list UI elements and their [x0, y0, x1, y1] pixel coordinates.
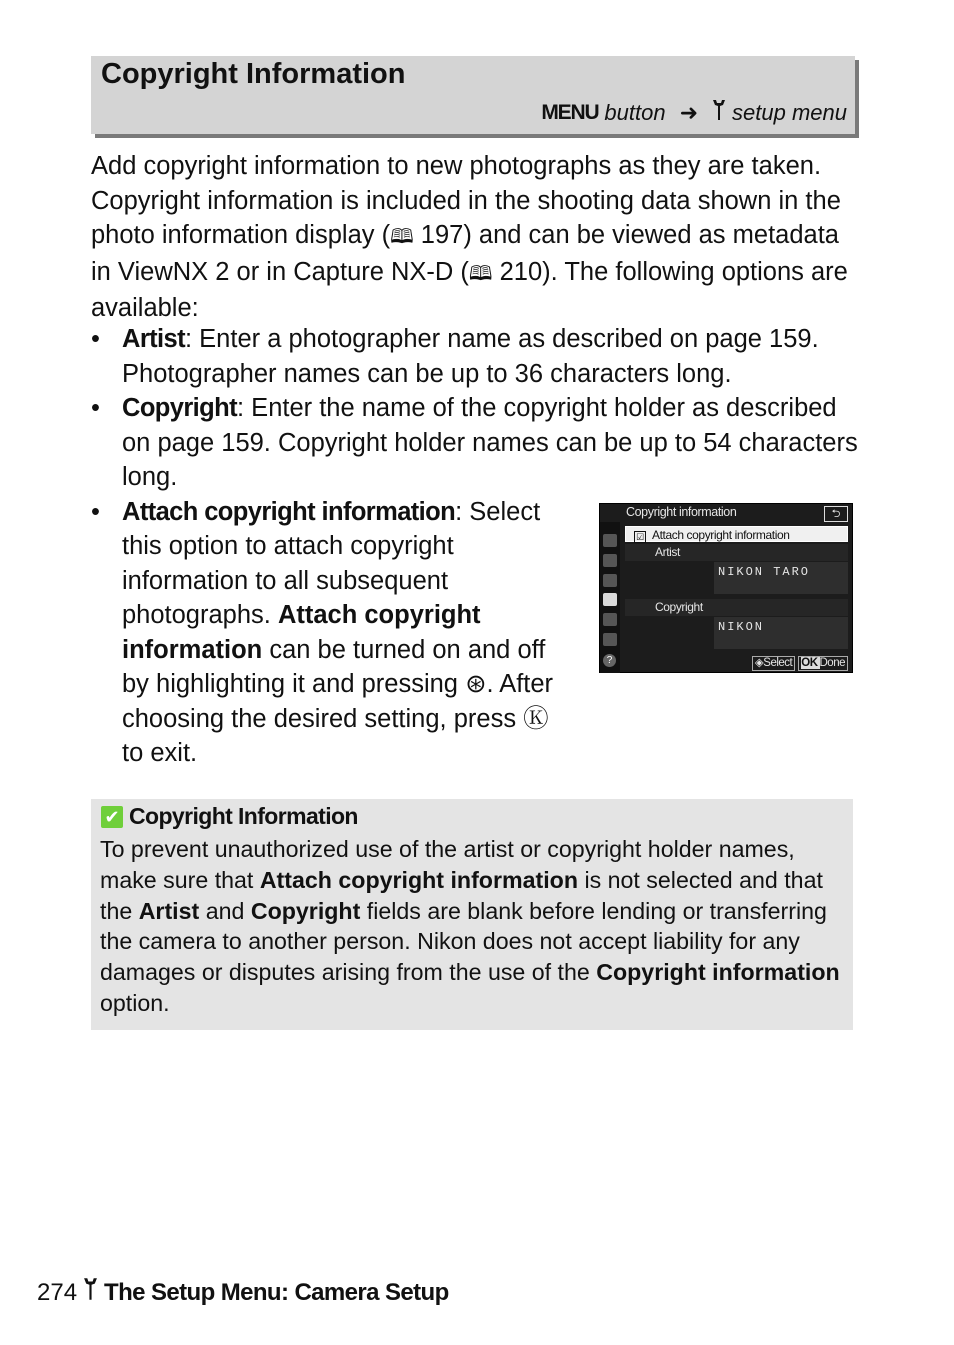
note-t4: fields are blank before lending or transferring the camera to another person. Nikon does not accept liability for any damages or disputes arising from the use of the [100, 897, 827, 986]
done-hint [798, 656, 848, 671]
setup-tab-icon [603, 593, 617, 606]
check-icon: ✔ [101, 806, 123, 828]
attach-row[interactable] [625, 526, 848, 542]
checkbox-icon: ☑ [634, 531, 646, 543]
intro-text-2: ) and can be viewed as metadata in ViewNX 2 or in Capture NX-D ( [91, 221, 839, 286]
artist-field[interactable]: NIKON TARO [714, 562, 848, 594]
attach-desc-c: can be turned on and off by highlighting it and pressing [122, 635, 546, 698]
menu-tabs [600, 522, 620, 673]
wrench-icon [712, 99, 726, 127]
book-icon: 🕮 [468, 262, 493, 285]
intro-text-1: Add copyright information to new photographs as they are taken. Copyright information is included in the shooting data shown in the photo information display ( [91, 152, 841, 249]
attach-desc-bold: Attach copyright information [122, 601, 481, 664]
page-footer [37, 1277, 449, 1308]
camera-screen [599, 503, 853, 673]
page-number: 274 [37, 1278, 78, 1306]
artist-row[interactable]: Artist [625, 544, 848, 561]
note-text [100, 834, 845, 1019]
done-label: Done [819, 657, 845, 669]
select-hint [752, 656, 795, 671]
note-t3: and [199, 897, 251, 924]
multi-selector-icon: ⊛ [465, 670, 487, 698]
attach-desc-a: : Select this option to attach copyright information to all subsequent photographs. [122, 497, 541, 629]
setup-menu-text: setup menu [732, 100, 847, 125]
note-b3: Copyright [250, 897, 361, 924]
note-box [91, 799, 853, 1030]
note-t5: option. [100, 989, 170, 1016]
arrow-icon: ➜ [679, 100, 699, 125]
select-label: Select [763, 657, 793, 669]
term-copyright: Copyright [122, 394, 238, 422]
attach-desc-d: . After choosing the desired setting, press [122, 670, 554, 733]
attach-row-label: Attach copyright information [652, 528, 790, 542]
list-item-artist [91, 322, 861, 391]
copyright-description: : Enter the name of the copyright holder as described on page 159. Copyright holder names can be up to 54 characters long. [122, 394, 858, 491]
term-artist: Artist [122, 325, 185, 353]
back-icon: ⮌ [824, 506, 848, 522]
section-header [91, 56, 855, 134]
attach-desc-e: to exit. [122, 739, 198, 767]
help-icon: ? [603, 654, 616, 667]
note-b2: Artist [138, 897, 200, 924]
page-ref-210[interactable]: 210 [499, 257, 543, 286]
retouch-tab-icon [603, 613, 617, 626]
book-icon: 🕮 [390, 226, 414, 248]
note-b1: Attach copyright information [259, 866, 578, 893]
intro-paragraph [91, 149, 851, 326]
mymenu-tab-icon [603, 633, 617, 646]
camera-menu-title: Copyright information [626, 505, 737, 519]
playback-tab-icon [603, 534, 617, 547]
menu-path [541, 99, 847, 127]
list-item-attach [91, 495, 577, 771]
page-title: Copyright Information [101, 58, 406, 90]
wrench-icon [83, 1277, 98, 1308]
note-header [101, 803, 358, 830]
select-glyph: ◈ [754, 657, 764, 669]
pencil-tab-icon [603, 574, 617, 587]
ok-button-icon: Ⓚ [523, 704, 549, 733]
artist-description: : Enter a photographer name as described on page 159. Photographer names can be up to 36 characters long. [122, 325, 819, 388]
page-ref-197[interactable]: 197 [420, 221, 464, 249]
term-attach: Attach copyright information [122, 497, 456, 526]
note-b4: Copyright information [596, 959, 840, 986]
list-item-copyright [91, 391, 861, 495]
note-t2: is not selected and that the [100, 866, 823, 924]
menu-button-label: MENU [541, 101, 599, 124]
intro-text-3: ). The following options are available: [91, 257, 848, 322]
copyright-row[interactable]: Copyright [625, 599, 848, 616]
section-title: The Setup Menu: Camera Setup [104, 1278, 449, 1306]
camera-footer [752, 656, 848, 671]
note-title: Copyright Information [129, 803, 358, 829]
copyright-field[interactable]: NIKON [714, 617, 848, 649]
note-t1: To prevent unauthorized use of the artist or copyright holder names, make sure that [100, 836, 795, 893]
ok-glyph: OK [801, 657, 818, 669]
camera-tab-icon [603, 554, 617, 567]
menu-button-text: button [604, 100, 666, 125]
